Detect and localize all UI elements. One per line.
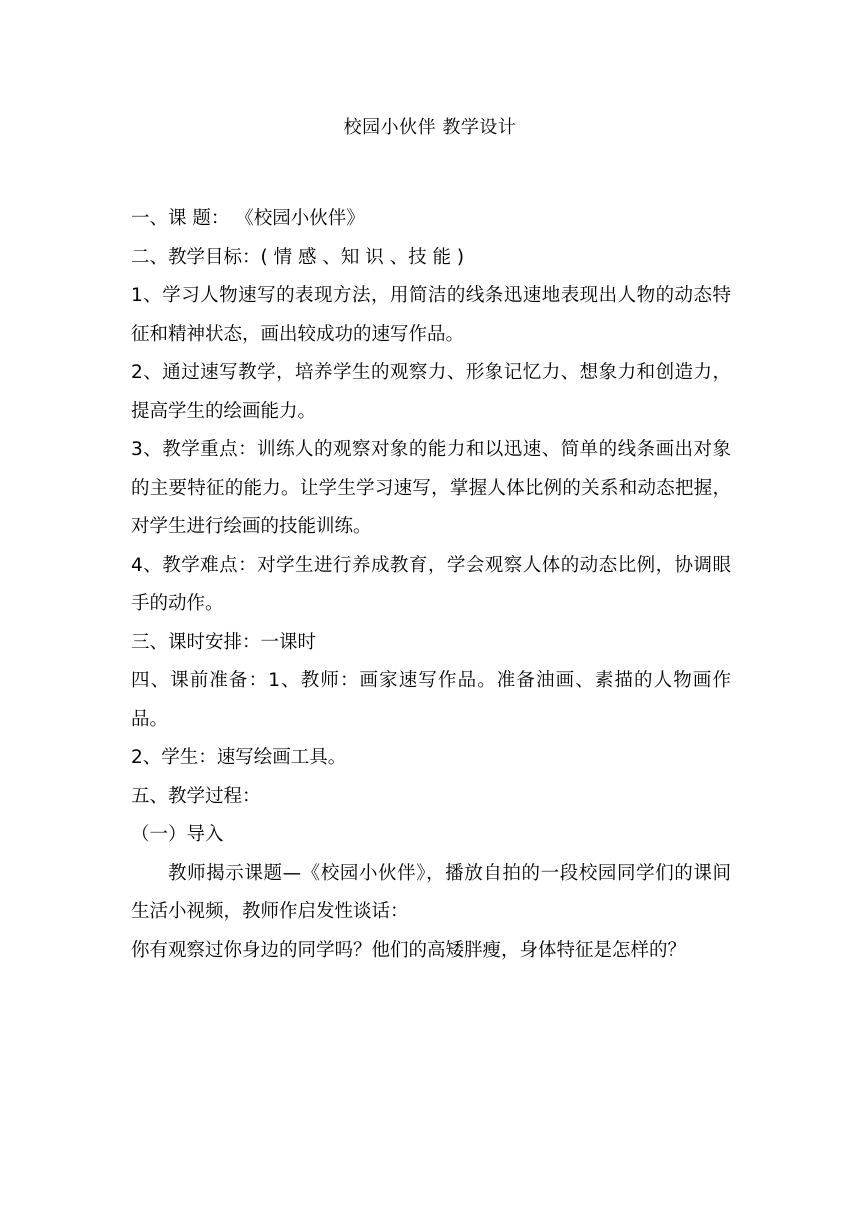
intro-question: 你有观察过你身边的同学吗？他们的高矮胖瘦，身体特征是怎样的？ — [131, 939, 687, 961]
schedule-heading: 三、课时安排：一课时 — [131, 631, 317, 653]
lesson-topic: 一、课 题： 《校园小伙伴》 — [131, 208, 365, 229]
intro-subheading: （一）导入 — [131, 824, 224, 845]
goal-item-2: 2、通过速写教学，培养学生的观察力、形象记忆力、想象力和创造力，提高学生的绘画能力。 — [131, 362, 731, 422]
goal-item-3-key-points: 3、教学重点：训练人的观察对象的能力和以迅速、简单的线条画出对象的主要特征的能力。让学生学习速写，掌握人体比例的关系和动态把握，对学生进行绘画的技能训练。 — [131, 439, 731, 537]
document-body — [131, 200, 731, 970]
document-title: 校园小伙伴 教学设计 — [343, 117, 517, 138]
intro-paragraph: 教师揭示课题—《校园小伙伴》，播放自拍的一段校园同学们的课间生活小视频，教师作启发性谈话： — [131, 862, 731, 922]
goal-item-4-difficulties: 4、教学难点：对学生进行养成教育，学会观察人体的动态比例，协调眼手的动作。 — [131, 554, 731, 614]
preparation-teacher: 四、课前准备：1、教师：画家速写作品。准备油画、素描的人物画作品。 — [131, 670, 731, 730]
teaching-goals-heading: 二、教学目标：( 情 感 、知 识 、技 能 ) — [131, 246, 465, 268]
goal-item-1: 1、学习人物速写的表现方法，用简洁的线条迅速地表现出人物的动态特征和精神状态，画出较成功的速写作品。 — [131, 285, 731, 345]
process-heading: 五、教学过程： — [131, 785, 261, 807]
preparation-students: 2、学生：速写绘画工具。 — [131, 747, 347, 768]
